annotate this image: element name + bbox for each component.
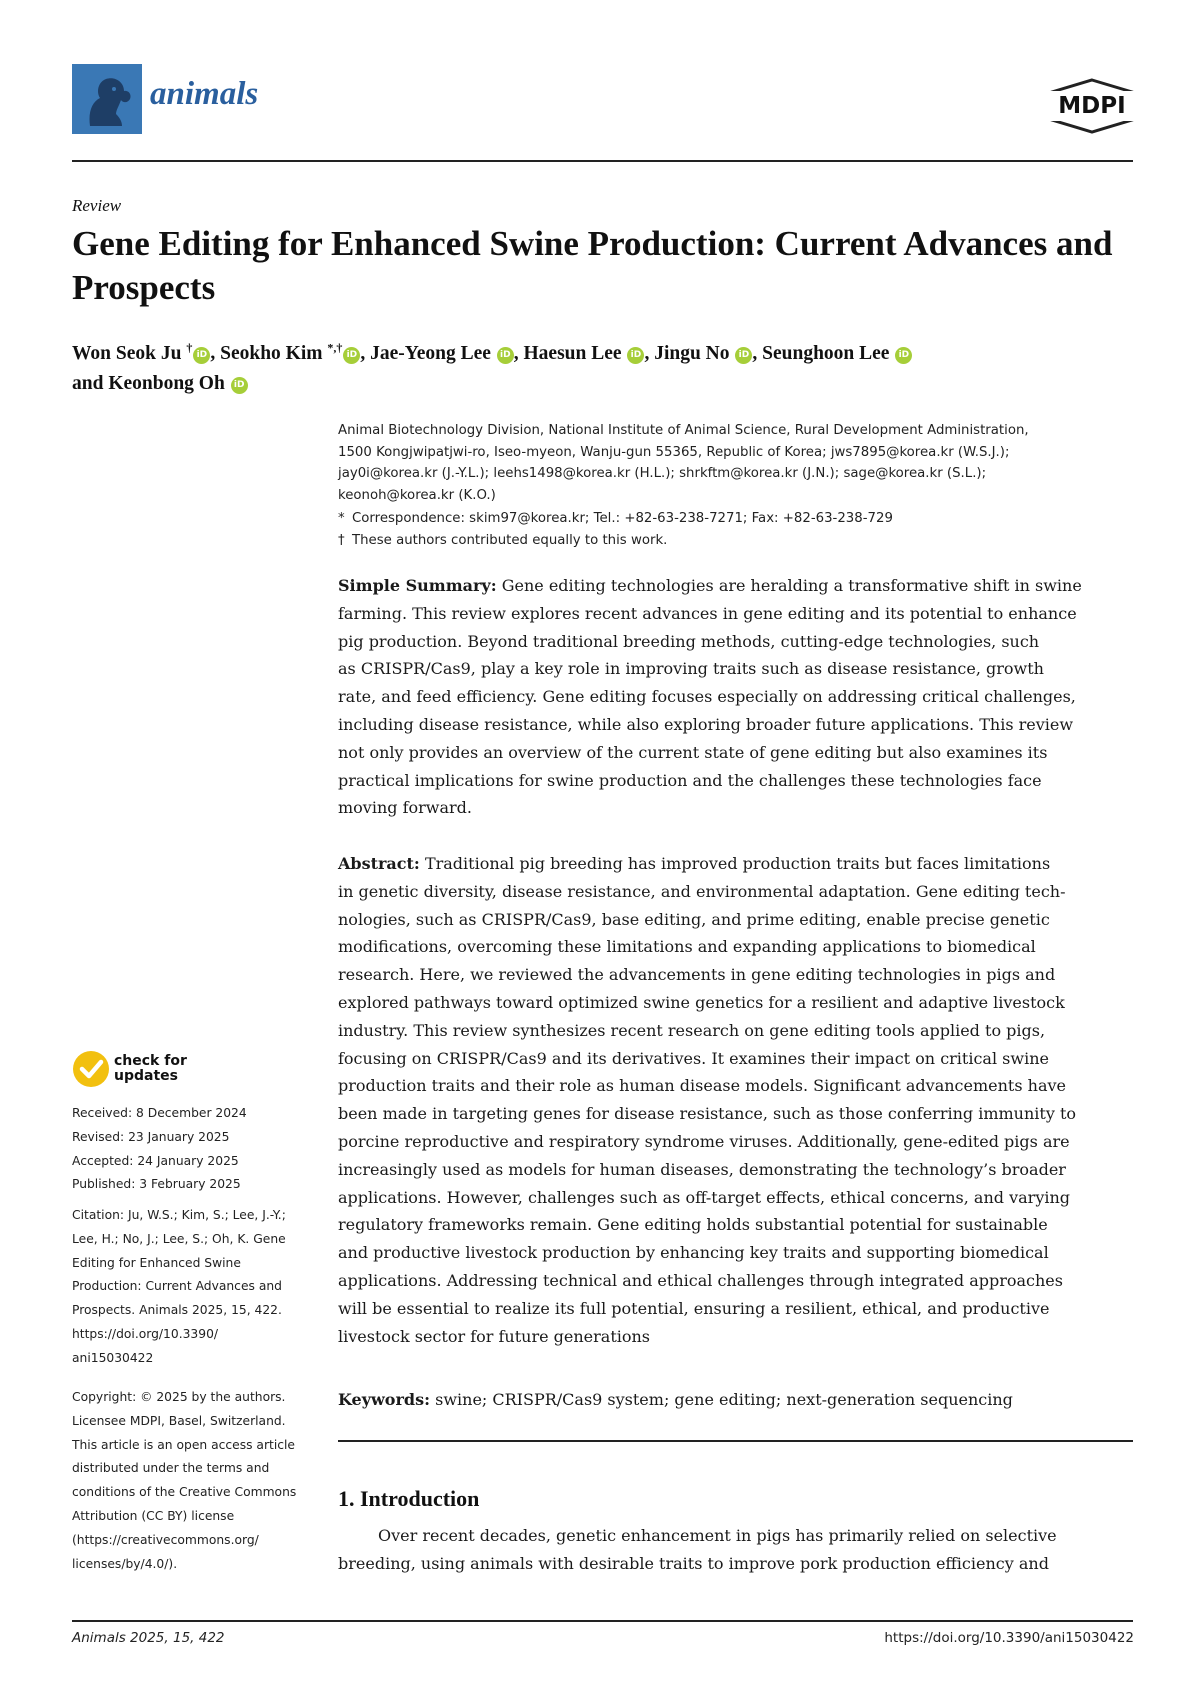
simple-summary: Simple Summary: Gene editing technologies are heralding a transformative shift in swine farming. This review explores recent advances in gene editing and its potential to enhance pig production. Beyond traditional breeding methods, cutting-edge technologies, such as CRISPR/Cas9, play a key role in improving traits such as disease resistance, growth rate, and feed efficiency. Gene editing focuses especially on addressing critical challenges, including disease resistance, while also exploring broader future applications. This review not only provides an overview of the current state of gene editing but also examines its practical implications for swine production and the challenges these technologies face moving forward. (338, 576, 1082, 818)
footer-citation: Animals 2025, 15, 422 (72, 1630, 225, 1646)
publication-dates: Received: 8 December 2024 Revised: 23 January 2025 Accepted: 24 January 2025 Published: 3 February 2025 (72, 1106, 247, 1192)
doi-link[interactable]: ani15030422 (72, 1350, 154, 1365)
orcid-icon[interactable]: iD (735, 347, 752, 364)
author[interactable]: Haesun Lee iD , (523, 342, 650, 364)
journal-name: animals (150, 76, 259, 112)
equal-contribution-note: † These authors contributed equally to this work. (338, 533, 668, 548)
orcid-icon[interactable]: iD (497, 347, 514, 364)
author[interactable]: Keonbong Oh iD (108, 373, 247, 394)
monkey-icon (72, 64, 142, 134)
copyright-notice: Copyright: © 2025 by the authors. Licensee MDPI, Basel, Switzerland. This article is an open access article distributed under the terms and conditions of the Creative Commons Attribution (CC BY) license (https://creativecommons.org/ licenses/by/4.0/). (72, 1386, 322, 1576)
author[interactable]: Seokho Kim *,†iD , (220, 340, 366, 364)
article-title: Gene Editing for Enhanced Swine Production: Current Advances and Prospects (72, 224, 1113, 307)
author-list: Won Seok Ju †iD , Seokho Kim *,†iD , Jae-Yeong Lee iD , Haesun Lee iD , Jingu No iD , Seunghoon Lee iD and Keonbong Oh iD (72, 332, 1142, 399)
author[interactable]: Jingu No iD , (654, 342, 758, 364)
keywords: Keywords: swine; CRISPR/Cas9 system; gene editing; next-generation sequencing (338, 1390, 1013, 1409)
license-link[interactable]: (https://creativecommons.org/ (72, 1532, 259, 1547)
author[interactable]: Won Seok Ju † (72, 340, 193, 364)
affiliation: Animal Biotechnology Division, National Institute of Animal Science, Rural Development Administration, 1500 Kongjwipatjwi-ro, Iseo-myeon, Wanju-gun 55365, Republic of Korea; jws7895@korea.kr (W.S.J.); jay0i@korea.kr (J.-Y.L.); leehs1498@korea.kr (H.L.); shrkftm@korea.kr (J.N.); sage@korea.kr (S.L.); keonoh@korea.kr (K.O.) (338, 423, 1029, 503)
orcid-icon[interactable]: iD (231, 377, 248, 394)
author[interactable]: Seunghoon Lee iD (762, 343, 912, 364)
check-for-updates-badge[interactable]: check for updates (72, 1050, 192, 1090)
section-title: 1. Introduction (338, 1486, 480, 1511)
footer-doi-link[interactable]: https://doi.org/10.3390/ani15030422 (884, 1630, 1134, 1646)
mdpi-logo[interactable]: MDPI (1048, 78, 1136, 134)
footer-rule (72, 1620, 1133, 1622)
article-type: Review (72, 196, 122, 215)
orcid-icon[interactable]: iD (193, 347, 210, 364)
correspondence: * Correspondence: skim97@korea.kr; Tel.: +82-63-238-7271; Fax: +82-63-238-729 (338, 511, 893, 526)
license-link[interactable]: licenses/by/4.0/). (72, 1556, 178, 1571)
abstract: Abstract: Traditional pig breeding has improved production traits but faces limitations in genetic diversity, disease resistance, and environmental adaptation. Gene editing tech- nologies, such as CRISPR/Cas9, base editing, and prime editing, enable precise genetic modifications, overcoming these limitations and expanding applications to biomedical research. Here, we reviewed the advancements in gene editing technologies in pigs and explored pathways toward optimized swine genetics for a resilient and adaptive livestock industry. This review synthesizes recent research on gene editing tools applied to pigs, focusing on CRISPR/Cas9 and its derivatives. It examines their impact on critical swine production traits and their role as human disease models. Significant advancements have been made in targeting genes for disease resistance, such as those conferring immunity to porcine reproductive and respiratory syndrome viruses. Additionally, gene-edited pigs are increasingly used as models for human diseases, demonstrating the technology’s broader applications. However, challenges such as off-target effects, ethical concerns, and varying regulatory frameworks remain. Gene editing holds substantial potential for sustainable and productive livestock production by enhancing key traits and supporting biomedical applications. Addressing technical and ethical challenges through integrated approaches will be essential to realize its full potential, ensuring a resilient, ethical, and productive livestock sector for future generations (338, 854, 1077, 1346)
citation: Citation: Ju, W.S.; Kim, S.; Lee, J.-Y.; Lee, H.; No, J.; Lee, S.; Oh, K. Gene Editing for Enhanced Swine Production: Current Advances and Prospects. Animals 2025, 15, 422. https://doi.org/10.3390/ ani15030422 (72, 1204, 322, 1371)
intro-paragraph: Over recent decades, genetic enhancement in pigs has primarily relied on selective breeding, using animals with desirable traits to improve pork production efficiency and (338, 1526, 1057, 1573)
checkmark-icon (72, 1050, 110, 1088)
orcid-icon[interactable]: iD (343, 347, 360, 364)
section-rule (338, 1440, 1133, 1442)
author[interactable]: Jae-Yeong Lee iD , (370, 342, 519, 364)
header-rule (72, 160, 1133, 162)
journal-logo[interactable] (72, 64, 142, 134)
orcid-icon[interactable]: iD (895, 347, 912, 364)
orcid-icon[interactable]: iD (627, 347, 644, 364)
doi-link[interactable]: https://doi.org/10.3390/ (72, 1326, 219, 1341)
